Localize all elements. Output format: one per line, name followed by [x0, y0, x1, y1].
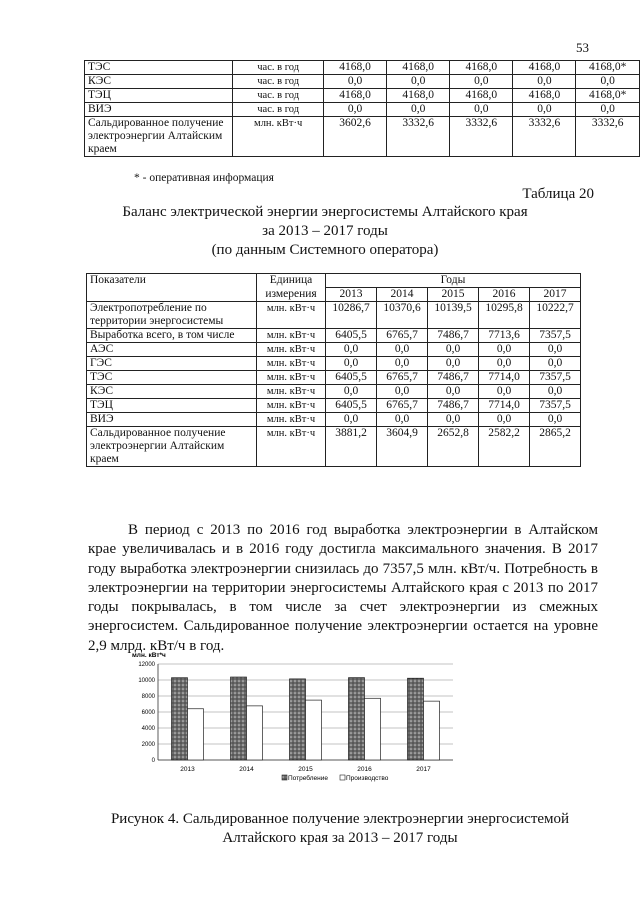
caption-line-1: Рисунок 4. Сальдированное получение электроэнергии энергосистемой [110, 811, 570, 827]
row-unit: млн. кВт·ч [233, 117, 324, 157]
table-title-line-2: за 2013 – 2017 годы [262, 223, 388, 239]
y-tick-label: 2000 [141, 742, 155, 748]
bar-production [188, 709, 204, 760]
bar-production [306, 700, 322, 760]
x-tick-label: 2014 [239, 766, 254, 773]
table-number: Таблица 20 [522, 186, 594, 202]
cell-value: 4168,0 [513, 89, 576, 103]
header-year: 2015 [428, 288, 479, 302]
cell-value: 0,0 [479, 413, 530, 427]
row-name: Сальдированное получение электроэнергии Алтайским краем [87, 427, 257, 467]
bar-production [365, 698, 381, 760]
table-row [87, 343, 581, 357]
cell-value: 4168,0 [513, 61, 576, 75]
header-unit: Единица [257, 274, 326, 288]
cell-value: 0,0 [576, 75, 640, 89]
cell-value: 0,0 [323, 75, 386, 89]
cell-value: 10222,7 [530, 302, 581, 329]
table-row [85, 89, 640, 103]
cell-value: 0,0 [530, 343, 581, 357]
row-unit: млн. кВт·ч [257, 357, 326, 371]
y-axis-label: млн. кВт*ч [132, 652, 166, 659]
cell-value: 0,0 [428, 357, 479, 371]
bar-chart [130, 648, 460, 788]
row-name: ТЭС [85, 61, 233, 75]
table-row [87, 371, 581, 385]
header-year: 2013 [326, 288, 377, 302]
cell-value: 2582,2 [479, 427, 530, 467]
row-name: Сальдированное получение электроэнергии Алтайским краем [85, 117, 233, 157]
cell-value: 7713,6 [479, 329, 530, 343]
cell-value: 0,0 [326, 343, 377, 357]
cell-value: 10286,7 [326, 302, 377, 329]
cell-value: 0,0 [326, 413, 377, 427]
row-unit: млн. кВт·ч [257, 399, 326, 413]
cell-value: 7714,0 [479, 371, 530, 385]
table-row [85, 61, 640, 75]
cell-value: 0,0 [530, 385, 581, 399]
table-row [87, 302, 581, 329]
header-year: 2017 [530, 288, 581, 302]
legend-swatch [340, 775, 345, 780]
cell-value: 0,0 [479, 343, 530, 357]
cell-value: 0,0 [377, 413, 428, 427]
row-unit: млн. кВт·ч [257, 427, 326, 467]
row-name: ВИЭ [85, 103, 233, 117]
row-name: ТЭЦ [85, 89, 233, 103]
cell-value: 4168,0 [450, 61, 513, 75]
cell-value: 6765,7 [377, 371, 428, 385]
legend-label: Производство [346, 775, 389, 782]
row-name: АЭС [87, 343, 257, 357]
bar-production [247, 706, 263, 760]
table-title-line-1: Баланс электрической энергии энергосистемы Алтайского края [122, 204, 528, 220]
cell-value: 0,0 [479, 357, 530, 371]
row-name: ГЭС [87, 357, 257, 371]
table-row [87, 357, 581, 371]
cell-value: 0,0 [479, 385, 530, 399]
cell-value: 3332,6 [576, 117, 640, 157]
cell-value: 3604,9 [377, 427, 428, 467]
row-unit: час. в год [233, 75, 324, 89]
cell-value: 6405,5 [326, 371, 377, 385]
cell-value: 4168,0* [576, 89, 640, 103]
page-number: 53 [576, 40, 589, 55]
cell-value: 0,0 [326, 357, 377, 371]
cell-value: 0,0 [377, 343, 428, 357]
cell-value: 6765,7 [377, 329, 428, 343]
table-row [87, 399, 581, 413]
table-row [87, 385, 581, 399]
bar-consumption [349, 678, 365, 760]
x-tick-label: 2016 [357, 766, 372, 773]
cell-value: 2652,8 [428, 427, 479, 467]
cell-value: 7486,7 [428, 329, 479, 343]
row-unit: млн. кВт·ч [257, 385, 326, 399]
row-unit: час. в год [233, 103, 324, 117]
header-indicator: Показатели [87, 274, 257, 302]
cell-value: 0,0 [326, 385, 377, 399]
cell-value: 4168,0* [576, 61, 640, 75]
row-name: КЭС [85, 75, 233, 89]
cell-value: 7714,0 [479, 399, 530, 413]
table-row [85, 75, 640, 89]
cell-value: 4168,0 [387, 61, 450, 75]
bar-production [424, 701, 440, 760]
cell-value: 0,0 [387, 103, 450, 117]
cell-value: 0,0 [428, 413, 479, 427]
header-unit-2: измерения [257, 288, 326, 302]
cell-value: 7357,5 [530, 329, 581, 343]
cell-value: 4168,0 [450, 89, 513, 103]
cell-value: 10295,8 [479, 302, 530, 329]
cell-value: 0,0 [513, 75, 576, 89]
bar-consumption [172, 678, 188, 760]
bar-consumption [231, 677, 247, 760]
row-name: КЭС [87, 385, 257, 399]
cell-value: 0,0 [377, 385, 428, 399]
bar-consumption [408, 678, 424, 760]
y-tick-label: 12000 [138, 662, 155, 668]
y-tick-label: 10000 [138, 678, 155, 684]
row-unit: млн. кВт·ч [257, 302, 326, 329]
table-row [87, 329, 581, 343]
header-year: 2014 [377, 288, 428, 302]
cell-value: 4168,0 [387, 89, 450, 103]
row-unit: млн. кВт·ч [257, 343, 326, 357]
header-years: Годы [326, 274, 581, 288]
cell-value: 0,0 [377, 357, 428, 371]
body-paragraph [88, 521, 598, 656]
y-tick-label: 4000 [141, 726, 155, 732]
cell-value: 0,0 [576, 103, 640, 117]
cell-value: 0,0 [530, 413, 581, 427]
cell-value: 3332,6 [450, 117, 513, 157]
table-row [85, 103, 640, 117]
cell-value: 0,0 [450, 103, 513, 117]
cell-value: 7486,7 [428, 371, 479, 385]
cell-value: 6405,5 [326, 399, 377, 413]
cell-value: 6765,7 [377, 399, 428, 413]
cell-value: 10370,6 [377, 302, 428, 329]
footnote: * - оперативная информация [134, 172, 274, 184]
cell-value: 4168,0 [323, 89, 386, 103]
row-name: Электропотребление по территории энергосистемы [87, 302, 257, 329]
cell-value: 0,0 [323, 103, 386, 117]
cell-value: 0,0 [428, 343, 479, 357]
row-unit: млн. кВт·ч [257, 371, 326, 385]
legend-swatch [282, 775, 287, 780]
y-tick-label: 0 [151, 758, 155, 764]
cell-value: 4168,0 [323, 61, 386, 75]
cell-value: 3881,2 [326, 427, 377, 467]
cell-value: 0,0 [428, 385, 479, 399]
header-year: 2016 [479, 288, 530, 302]
x-tick-label: 2017 [416, 766, 431, 773]
cell-value: 0,0 [387, 75, 450, 89]
cell-value: 7357,5 [530, 399, 581, 413]
cell-value: 0,0 [513, 103, 576, 117]
row-name: ТЭЦ [87, 399, 257, 413]
table-title-line-3: (по данным Системного оператора) [211, 242, 439, 258]
table-hours [84, 60, 640, 157]
row-unit: млн. кВт·ч [257, 413, 326, 427]
table-row [87, 413, 581, 427]
table-row [85, 117, 640, 157]
caption-line-2: Алтайского края за 2013 – 2017 годы [222, 830, 458, 846]
y-tick-label: 6000 [141, 710, 155, 716]
row-name: ВИЭ [87, 413, 257, 427]
figure-caption [90, 810, 590, 848]
row-unit: час. в год [233, 89, 324, 103]
cell-value: 3332,6 [513, 117, 576, 157]
x-tick-label: 2015 [298, 766, 313, 773]
x-tick-label: 2013 [180, 766, 195, 773]
cell-value: 0,0 [530, 357, 581, 371]
cell-value: 6405,5 [326, 329, 377, 343]
row-name: ТЭС [87, 371, 257, 385]
cell-value: 2865,2 [530, 427, 581, 467]
legend-label: Потребление [288, 775, 328, 782]
cell-value: 7486,7 [428, 399, 479, 413]
cell-value: 7357,5 [530, 371, 581, 385]
cell-value: 3602,6 [323, 117, 386, 157]
table-row [87, 427, 581, 467]
paragraph-text: В период с 2013 по 2016 год выработка электроэнергии в Алтайском крае увеличивалась и в 2016 году достигла максимального значения. В 2017 году выработка электроэнергии снизилась до 7357,5 млн. кВт/ч. Потребность в электроэнергии на территории энергосистемы Алтайского края с 2013 по 2017 годы покрывалась, в том числе за счет электроэнергии из смежных энергосистем. Сальдированное получение электроэнергии остается на уровне 2,9 млрд. кВт/ч в год. [88, 522, 598, 654]
cell-value: 0,0 [450, 75, 513, 89]
cell-value: 3332,6 [387, 117, 450, 157]
cell-value: 10139,5 [428, 302, 479, 329]
bar-consumption [290, 679, 306, 760]
row-unit: млн. кВт·ч [257, 329, 326, 343]
row-unit: час. в год [233, 61, 324, 75]
table-header-row [87, 274, 581, 288]
table-balance [86, 273, 581, 467]
y-tick-label: 8000 [141, 694, 155, 700]
row-name: Выработка всего, в том числе [87, 329, 257, 343]
